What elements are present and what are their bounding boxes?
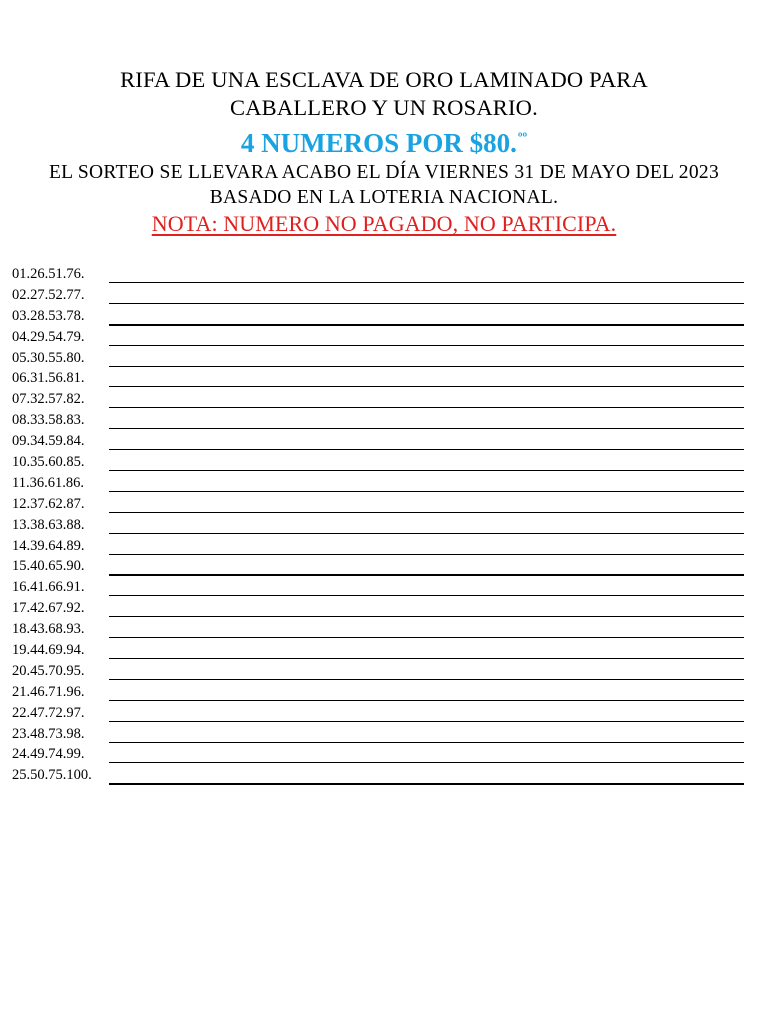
raffle-numbers: 15.40.65.90. <box>12 558 85 575</box>
payment-note: NOTA: NUMERO NO PAGADO, NO PARTICIPA. <box>151 211 617 236</box>
raffle-numbers: 12.37.62.87. <box>12 495 85 512</box>
name-blank-line <box>109 554 744 555</box>
name-blank-line <box>109 616 744 617</box>
raffle-numbers: 19.44.69.94. <box>12 642 85 659</box>
name-blank-line <box>109 700 744 701</box>
number-row <box>12 496 744 517</box>
number-row <box>12 558 744 579</box>
raffle-numbers: 25.50.75.100. <box>12 767 92 784</box>
number-row <box>12 663 744 684</box>
raffle-numbers: 23.48.73.98. <box>12 725 85 742</box>
name-blank-line <box>109 595 744 596</box>
number-row <box>12 621 744 642</box>
name-blank-line <box>109 679 744 680</box>
name-blank-line <box>109 345 744 346</box>
price-promo-superscript: ºº <box>517 131 528 146</box>
name-blank-line <box>109 470 744 471</box>
raffle-numbers: 14.39.64.89. <box>12 537 85 554</box>
name-blank-line <box>109 512 744 513</box>
header <box>0 66 768 238</box>
raffle-numbers: 07.32.57.82. <box>12 391 85 408</box>
name-blank-line <box>109 658 744 659</box>
number-row <box>12 579 744 600</box>
name-blank-line <box>109 742 744 743</box>
raffle-numbers: 10.35.60.85. <box>12 454 85 471</box>
name-blank-line <box>109 533 744 534</box>
name-blank-line <box>109 783 744 785</box>
raffle-numbers: 20.45.70.95. <box>12 662 85 679</box>
number-row <box>12 475 744 496</box>
price-promo <box>0 123 768 159</box>
name-blank-line <box>109 282 744 283</box>
number-row <box>12 308 744 329</box>
raffle-numbers: 24.49.74.99. <box>12 746 85 763</box>
number-row <box>12 370 744 391</box>
number-row <box>12 684 744 705</box>
name-blank-line <box>109 366 744 367</box>
name-blank-line <box>109 407 744 408</box>
raffle-numbers: 18.43.68.93. <box>12 621 85 638</box>
number-row <box>12 433 744 454</box>
raffle-numbers: 03.28.53.78. <box>12 307 85 324</box>
name-blank-line <box>109 721 744 722</box>
raffle-numbers: 04.29.54.79. <box>12 328 85 345</box>
number-row <box>12 746 744 767</box>
raffle-numbers: 02.27.52.77. <box>12 286 85 303</box>
number-row <box>12 600 744 621</box>
number-list <box>12 266 744 788</box>
raffle-numbers: 11.36.61.86. <box>12 474 84 491</box>
name-blank-line <box>109 637 744 638</box>
raffle-numbers: 09.34.59.84. <box>12 433 85 450</box>
raffle-numbers: 08.33.58.83. <box>12 412 85 429</box>
number-row <box>12 642 744 663</box>
name-blank-line <box>109 449 744 450</box>
raffle-numbers: 17.42.67.92. <box>12 600 85 617</box>
raffle-numbers: 13.38.63.88. <box>12 516 85 533</box>
raffle-numbers: 01.26.51.76. <box>12 266 85 282</box>
name-blank-line <box>109 428 744 429</box>
number-row <box>12 705 744 726</box>
price-promo-text: 4 NUMEROS POR $80. <box>240 128 517 158</box>
name-blank-line <box>109 762 744 763</box>
number-row <box>12 726 744 747</box>
number-row <box>12 350 744 371</box>
draw-info: EL SORTEO SE LLEVARA ACABO EL DÍA VIERNES 31 DE MAYO DEL 2023 BASADO EN LA LOTERIA NACIONAL. <box>48 162 720 208</box>
number-row <box>12 391 744 412</box>
raffle-numbers: 22.47.72.97. <box>12 704 85 721</box>
number-row <box>12 329 744 350</box>
name-blank-line <box>109 386 744 387</box>
raffle-numbers: 21.46.71.96. <box>12 683 85 700</box>
name-blank-line <box>109 574 744 576</box>
number-row <box>12 412 744 433</box>
number-row <box>12 767 744 788</box>
number-row <box>12 517 744 538</box>
raffle-numbers: 16.41.66.91. <box>12 579 85 596</box>
number-row <box>12 538 744 559</box>
raffle-title: RIFA DE UNA ESCLAVA DE ORO LAMINADO PARA CABALLERO Y UN ROSARIO. <box>120 67 648 120</box>
name-blank-line <box>109 491 744 492</box>
name-blank-line <box>109 324 744 326</box>
raffle-numbers: 05.30.55.80. <box>12 349 85 366</box>
number-row <box>12 287 744 308</box>
number-row <box>12 266 744 287</box>
raffle-numbers: 06.31.56.81. <box>12 370 85 387</box>
number-row <box>12 454 744 475</box>
name-blank-line <box>109 303 744 304</box>
